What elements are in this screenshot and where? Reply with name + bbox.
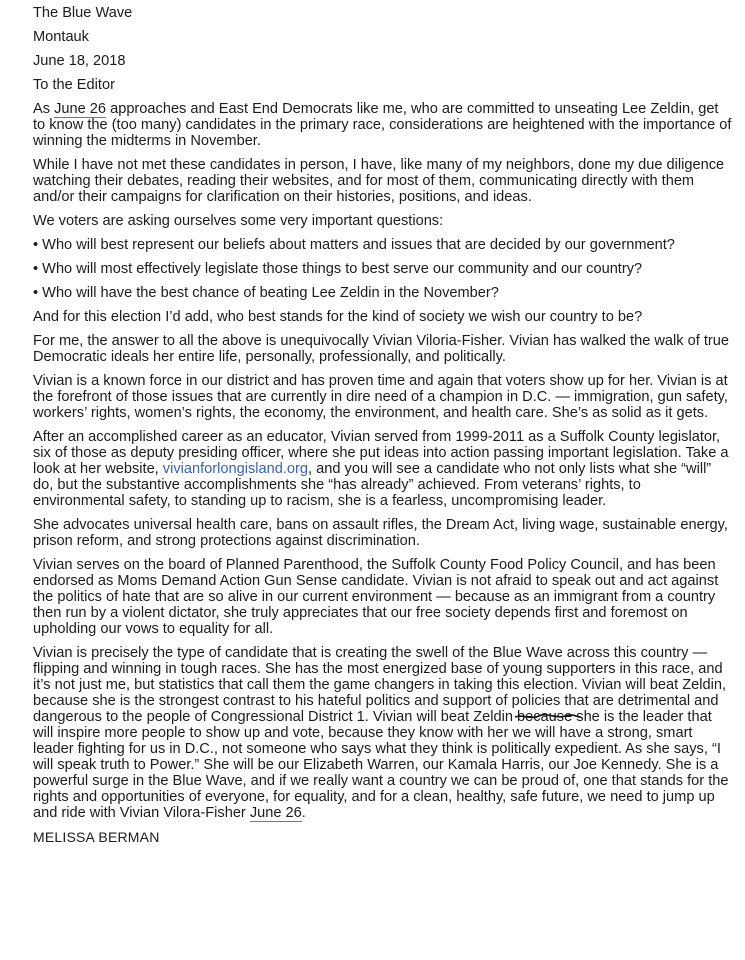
question-bullet: • Who will most effectively legislate those things to best serve our community and our country? xyxy=(33,261,643,277)
letter-location: Montauk xyxy=(33,29,89,45)
paragraph-5: For me, the answer to all the above is unequivocally Vivian Viloria-Fisher. Vivian has walked the walk of true Democratic ideals her entire life, personally, professionally, and politically. xyxy=(33,333,729,365)
question-bullet: • Who will have the best chance of beating Lee Zeldin in the November? xyxy=(33,285,499,301)
website-link[interactable]: vivianforlongisland.org xyxy=(162,461,309,477)
scribbled-word: because xyxy=(517,709,572,725)
letter-salutation: To the Editor xyxy=(33,77,115,93)
paragraph-3: We voters are asking ourselves some very important questions: xyxy=(33,213,444,229)
letter-title: The Blue Wave xyxy=(33,5,133,21)
paragraph-8: She advocates universal health care, bans on assault rifles, the Dream Act, living wage, sustainable energy, prison reform, and strong protections against discrimination. xyxy=(33,517,728,549)
underlined-date: June 26 xyxy=(249,805,302,821)
underlined-date: June 26 xyxy=(54,101,107,117)
paragraph-4: And for this election I’d add, who best stands for the kind of society we wish our country to be? xyxy=(33,309,643,325)
question-bullet: • Who will best represent our beliefs about matters and issues that are decided by our government? xyxy=(33,237,675,253)
signature: MELISSA BERMAN xyxy=(33,829,160,845)
paragraph-6: Vivian is a known force in our district and has proven time and again that voters show up for her. Vivian is at the forefront of those issues that are currently in dire need of a champion in D.C. — immigration, gun safety, workers’ rights, women’s rights, the economy, the environment, and health care. She’s as solid as it gets. xyxy=(33,373,728,421)
letter-date: June 18, 2018 xyxy=(33,53,126,69)
paragraph-1: As June 26 approaches and East End Democrats like me, who are committed to unseating Lee Zeldin, get to know the (too many) candidates in the primary race, considerations are heightened with the importance of winning the midterms in November. xyxy=(33,101,732,149)
scribble-mark xyxy=(513,713,583,723)
paragraph-9: Vivian serves on the board of Planned Parenthood, the Suffolk County Food Policy Council, and has been endorsed as Moms Demand Action Gun Sense candidate. Vivian is not afraid to speak out and act against the politics of hate that are so alive in our current environment — because as an immigrant from a country then run by a violent dictator, she truly appreciates that our free society depends first and foremost on upholding our vows to equality for all. xyxy=(33,557,719,637)
paragraph-2: While I have not met these candidates in person, I have, like many of my neighbors, done my due diligence watching their debates, reading their websites, and for most of them, communicating directly with them and/or their campaigns for clarification on their histories, positions, and ideas. xyxy=(33,157,725,205)
paragraph-7: After an accomplished career as an educator, Vivian served from 1999-2011 as a Suffolk County legislator, six of those as deputy presiding officer, where she put ideas into action passing important legislation. Take a look at her website, vivianforlongisland.org, and you will see a candidate who not only lists what she “will” do, but the substantive accomplishments she “has already” achieved. From veterans’ rights, to environmental safety, to standing up to racism, she is a fearless, uncompromising leader. xyxy=(33,429,729,509)
paragraph-10: Vivian is precisely the type of candidate that is creating the swell of the Blue Wave across this country — flipping and winning in tough races. She has the most energized base of young supporters in this race, and it’s not just me, but statistics that call them the game changers in taking this election. Vivian will beat Zeldin, because she is the strongest contrast to his hateful politics and support of policies that are detrimental and dangerous to the people of Congressional District 1. Vivian will beat Zeldin because she is the leader that will inspire more people to show up and vote, because they know with her we will have a strong, smart leader fighting for us in D.C., not someone who says what they think is politically expedient. As she says, “I will speak truth to Power.” She will be our Elizabeth Warren, our Kamala Harris, our Joe Kennedy. She is a powerful surge in the Blue Wave, and if we really want a country we can be proud of, one that stands for the rights and opportunities of everyone, for equality, and for a clean, healthy, safe future, we need to jump up and ride with Vivian Vilora-Fisher June 26. xyxy=(33,645,729,821)
